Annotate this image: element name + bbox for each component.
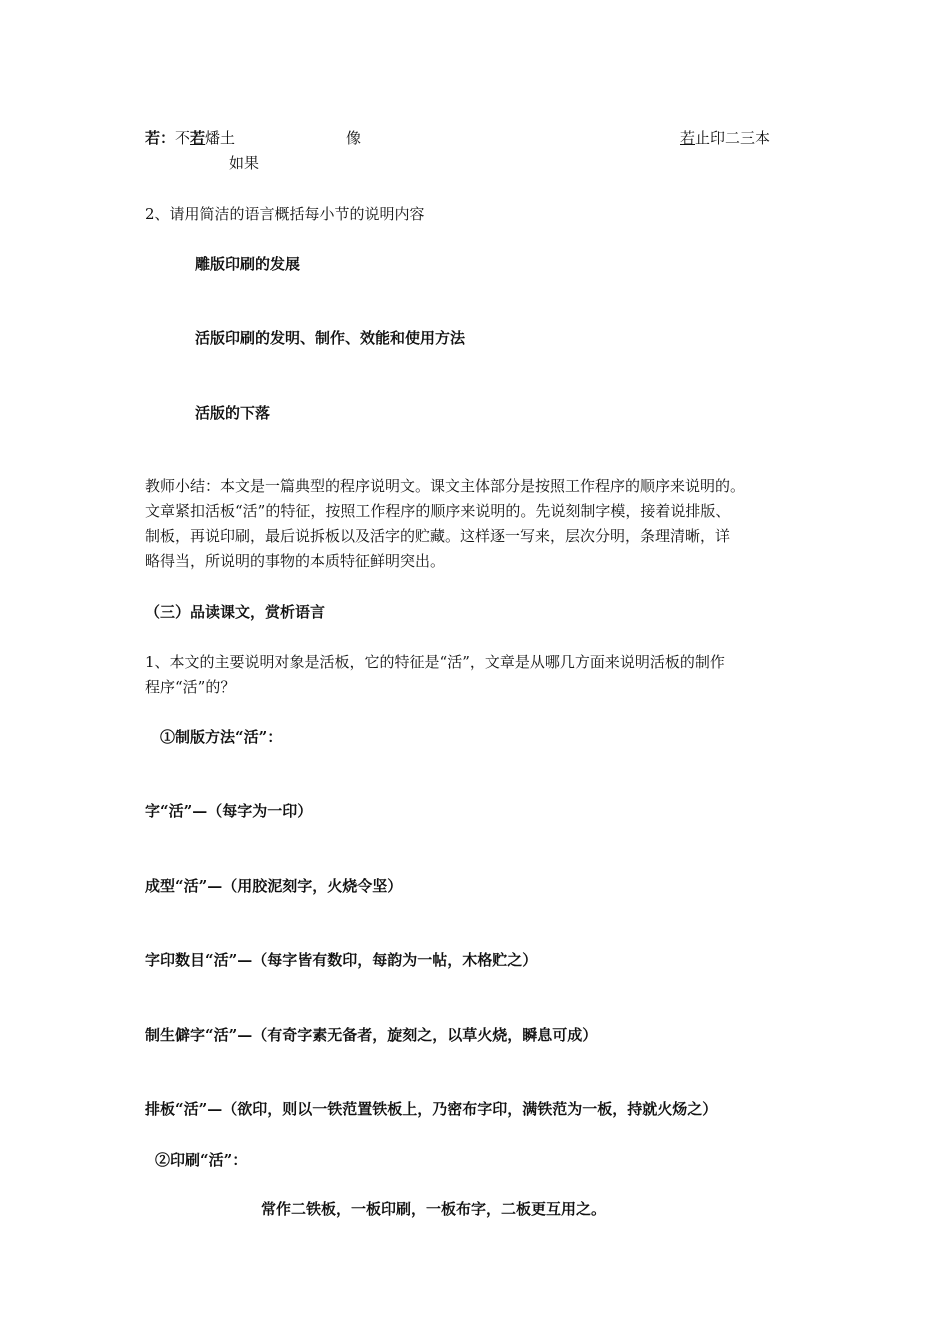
- q2-answer-3: 活版的下落: [195, 404, 271, 422]
- point2-heading: ②印刷“活”：: [155, 1151, 248, 1169]
- summary-line: 教师小结：本文是一篇典型的程序说明文。课文主体部分是按照工作程序的顺序来说明的。: [145, 477, 746, 495]
- q1-prompt: [145, 650, 813, 700]
- point1-heading: ①制版方法“活”：: [160, 728, 283, 746]
- q2-answer-2: 活版印刷的发明、制作、效能和使用方法: [195, 329, 466, 347]
- teacher-summary: [145, 474, 813, 574]
- vocab-item1-prefix: 不: [175, 129, 191, 147]
- summary-line: 文章紧扣活板“活”的特征，按照工作程序的顺序来说明的。先说刻制字模，接着说排版、: [145, 502, 731, 520]
- point1-item: 成型“活”—（用胶泥刻字，火烧令坚）: [145, 877, 403, 895]
- summary-line: 略得当，所说明的事物的本质特征鲜明突出。: [145, 552, 446, 570]
- vocab-item3-suffix: 止印二三本: [695, 129, 771, 147]
- vocab-label: 若：: [145, 129, 176, 147]
- q2-prompt: 2、请用简洁的语言概括每小节的说明内容: [145, 205, 425, 223]
- vocab-row: [145, 127, 235, 148]
- vocab-item1-suffix: 燔土: [205, 129, 236, 147]
- summary-line: 制板，再说印刷，最后说拆板以及活字的贮藏。这样逐一写来，层次分明，条理清晰，详: [145, 527, 731, 545]
- q2-answer-1: 雕版印刷的发展: [195, 255, 301, 273]
- vocab-item2: 像: [346, 129, 362, 147]
- vocab-item3: [680, 127, 770, 148]
- point1-item: 字印数目“活”—（每字皆有数印，每韵为一帖，木格贮之）: [145, 951, 538, 969]
- point1-item: 字“活”—（每字为一印）: [145, 802, 313, 820]
- point1-item: 制生僻字“活”—（有奇字素无备者，旋刻之，以草火烧，瞬息可成）: [145, 1026, 598, 1044]
- section-heading: （三）品读课文，赏析语言: [145, 603, 326, 621]
- q1-line: 程序“活”的？: [145, 678, 236, 696]
- vocab-item1-gloss: 如果: [229, 154, 260, 172]
- point2-detail: 常作二铁板，一板印刷，一板布字，二板更互用之。: [261, 1200, 607, 1218]
- q1-line: 1、本文的主要说明对象是活板，它的特征是“活”，文章是从哪几方面来说明活板的制作: [145, 653, 725, 671]
- vocab-item3-target: 若: [680, 129, 696, 147]
- point1-item: 排板“活”—（欲印，则以一铁范置铁板上，乃密布字印，满铁范为一板，持就火炀之）: [145, 1100, 718, 1118]
- vocab-item1-target: 若: [190, 129, 206, 147]
